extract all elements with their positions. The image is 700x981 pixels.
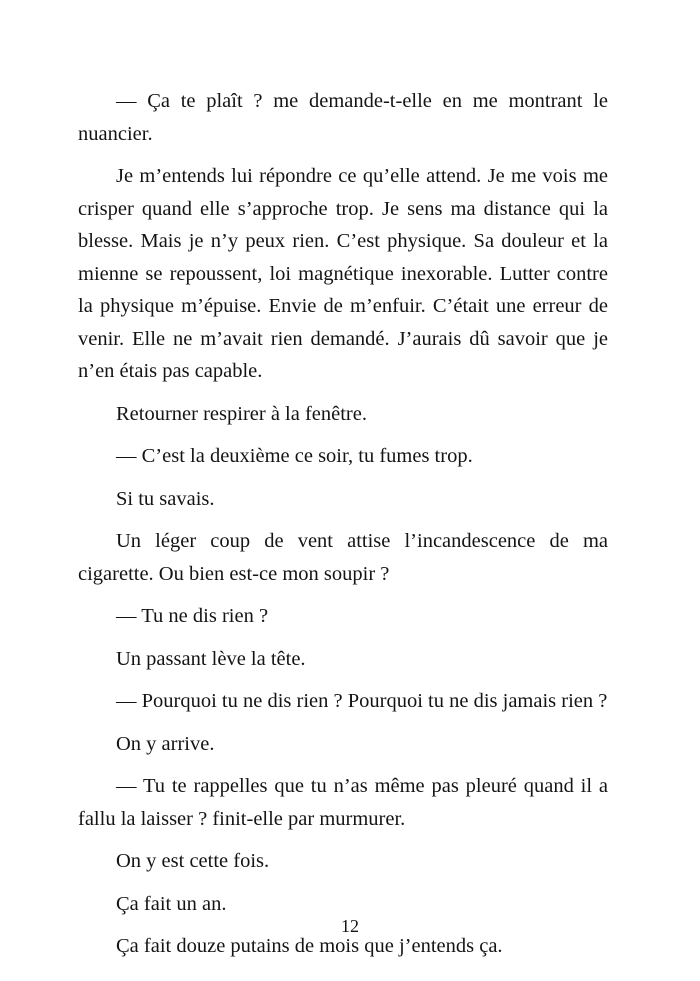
paragraph: — C’est la deuxième ce soir, tu fumes trop. — [116, 445, 473, 467]
page-number: 12 — [341, 916, 359, 936]
paragraph: — Ça te plaît ? me demande-t-elle en me montrant le nuancier. — [78, 90, 608, 145]
paragraph: Un léger coup de vent attise l’incandescence de ma cigarette. Ou bien est-ce mon soupir ? — [78, 530, 608, 585]
paragraph: Ça fait douze putains de mois que j’entends ça. — [116, 935, 503, 957]
page-body — [78, 85, 608, 973]
paragraph: — Tu te rappelles que tu n’as même pas pleuré quand il a fallu la laisser ? finit-elle par murmurer. — [78, 775, 608, 830]
paragraph: Ça fait un an. — [116, 892, 227, 915]
paragraph: — Pourquoi tu ne dis rien ? Pourquoi tu ne dis jamais rien ? — [116, 690, 608, 712]
paragraph: Un passant lève la tête. — [116, 647, 306, 670]
paragraph: On y arrive. — [116, 732, 215, 755]
paragraph: Si tu savais. — [116, 487, 215, 510]
paragraph: On y est cette fois. — [116, 850, 270, 872]
paragraph: — Tu ne dis rien ? — [116, 605, 269, 627]
paragraph: Retourner respirer à la fenêtre. — [116, 402, 367, 425]
paragraph: Je m’entends lui répondre ce qu’elle attend. Je me vois me crisper quand elle s’approche trop. Je sens ma distance qui la blesse. Mais je n’y peux rien. C’est physique. Sa douleur et la mienne se repoussent, loi magnétique inexorable. Lutter contre la physique m’épuise. Envie de m’enfuir. C’était une erreur de venir. Elle ne m’avait rien demandé. J’aurais dû savoir que je n’en étais pas capable. — [78, 165, 608, 382]
